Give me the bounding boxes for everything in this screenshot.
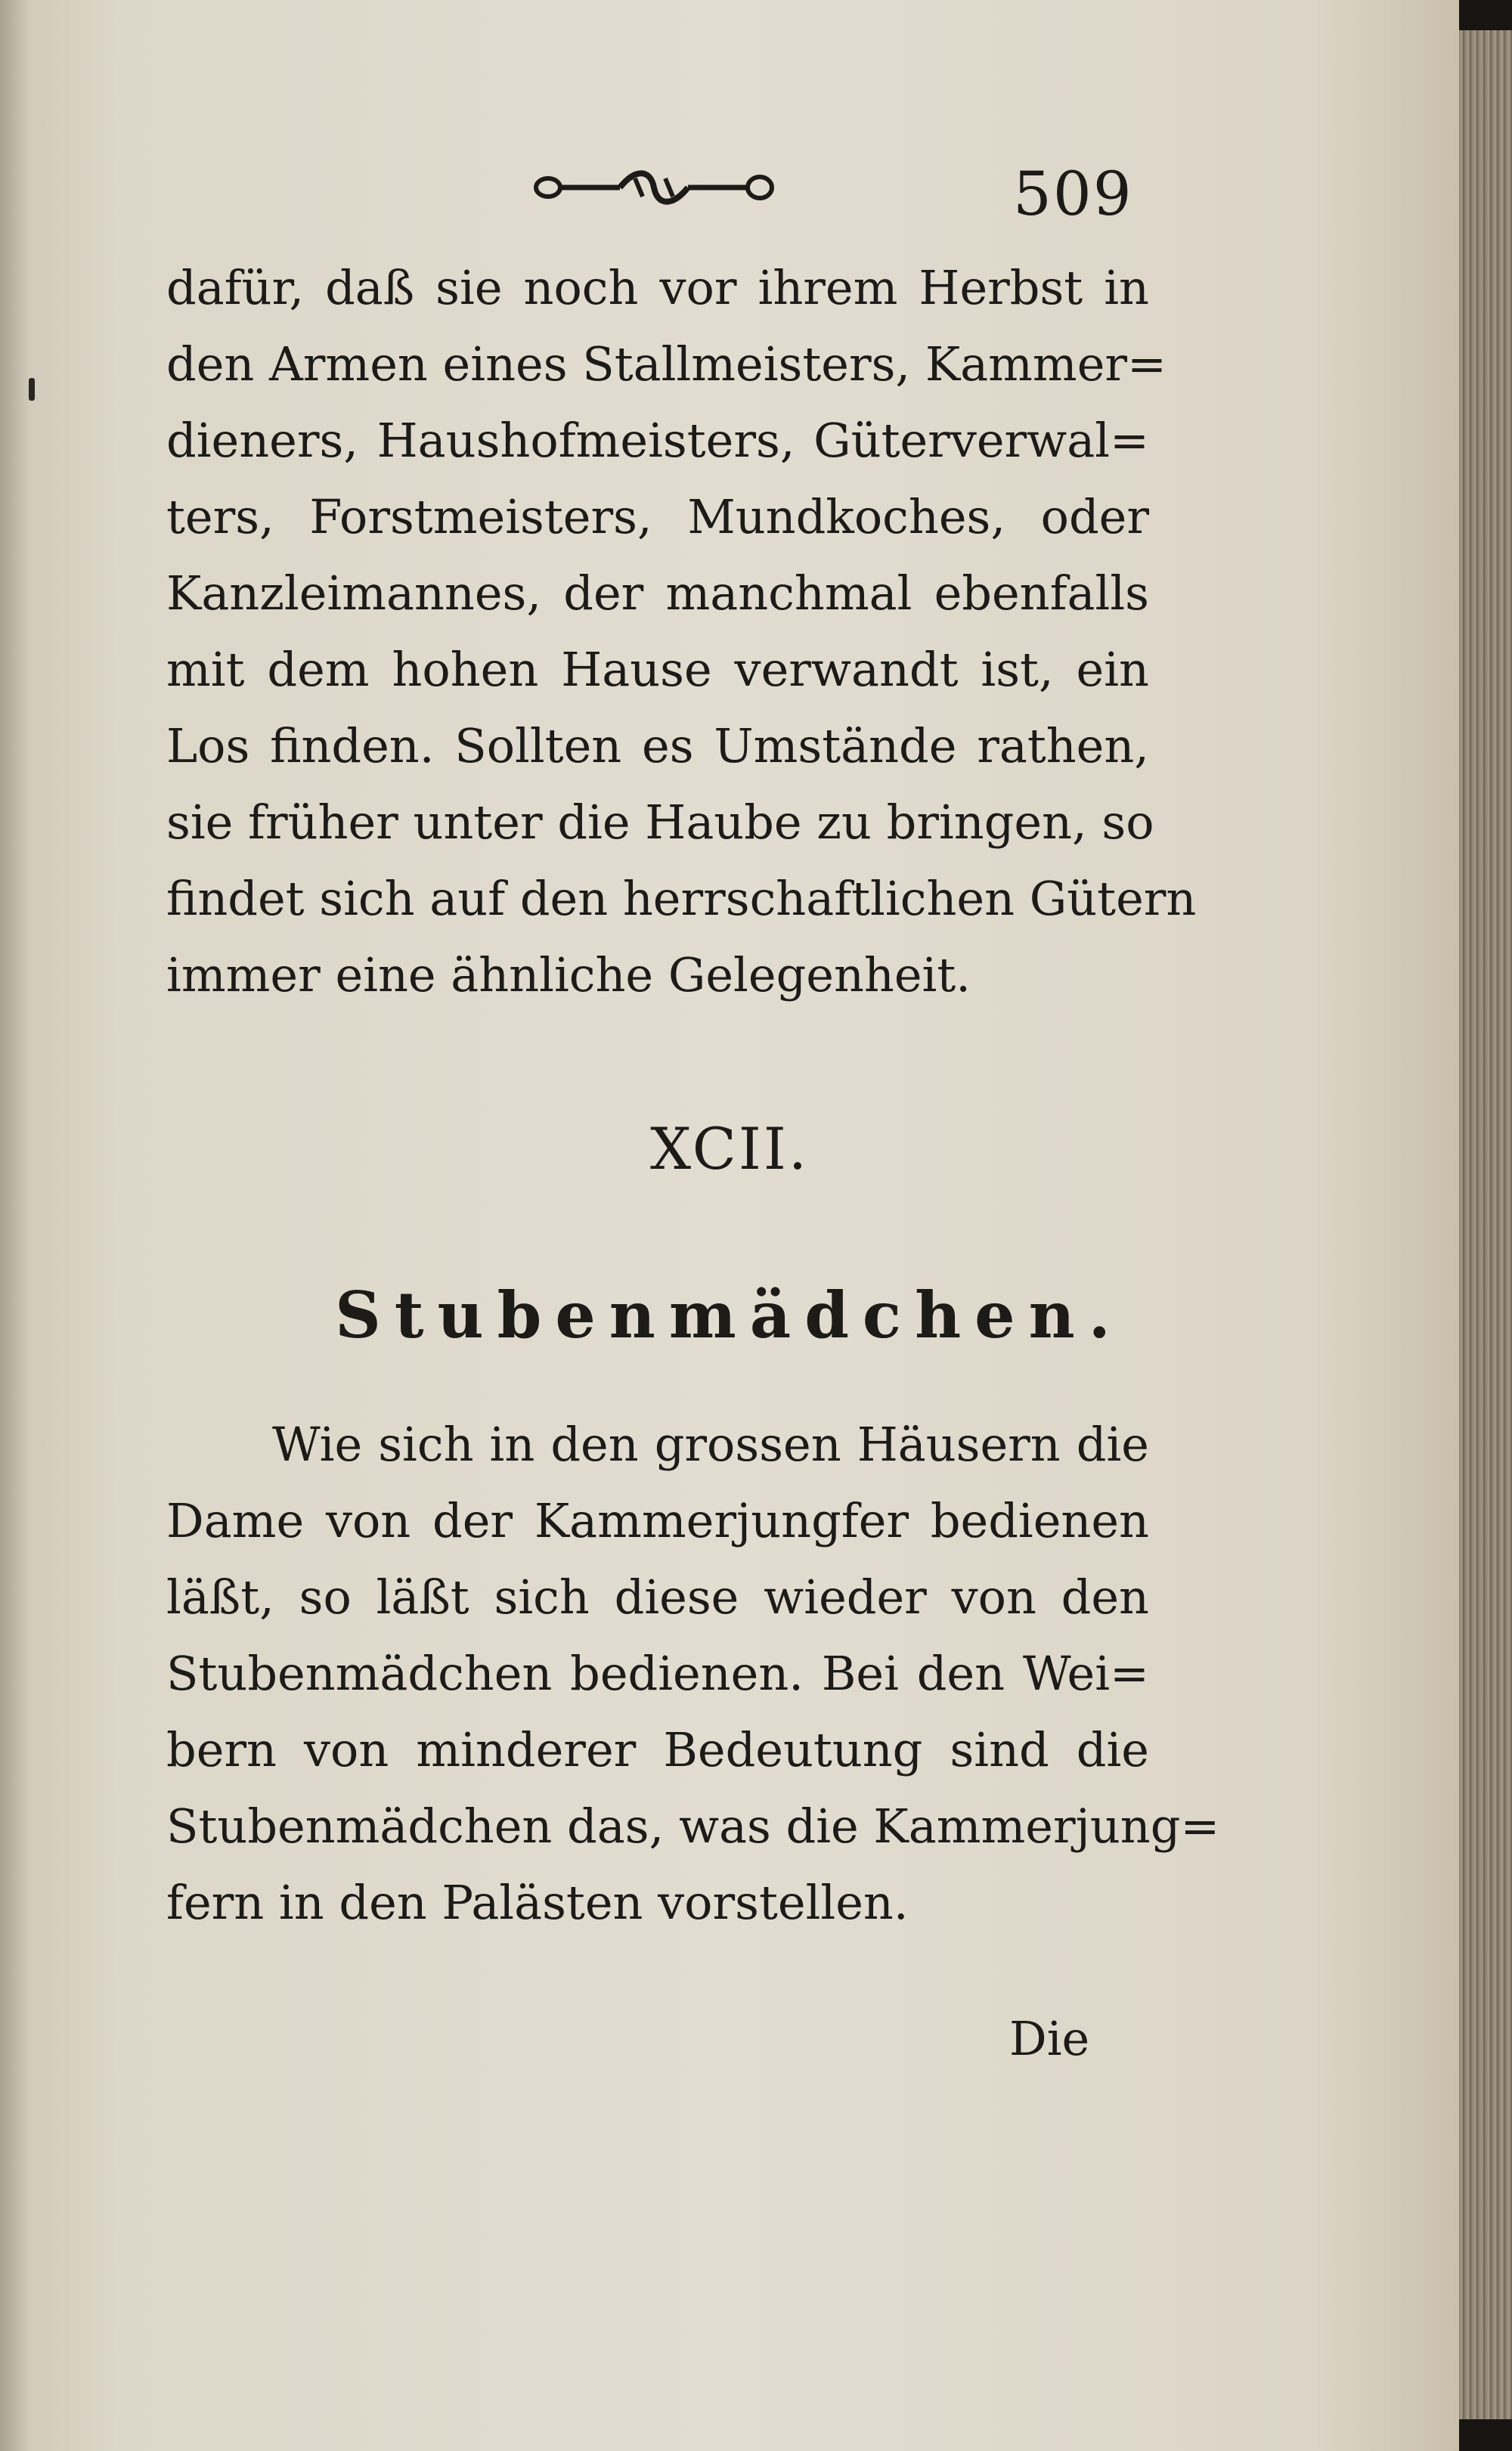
text-line: Kanzleimannes, der manchmal ebenfalls <box>166 565 1149 621</box>
paragraph-chapter <box>166 1406 1220 1941</box>
paragraph-continuation <box>166 249 1197 1013</box>
gutter-shadow <box>0 0 30 2451</box>
text-line: den Armen eines Stallmeisters, Kammer= <box>166 336 1167 392</box>
text-line: dieners, Haushofmeisters, Güterverwal= <box>166 413 1149 468</box>
text-line: mit dem hohen Hause verwandt ist, ein <box>166 642 1149 697</box>
book-page-edges <box>1459 30 1512 2419</box>
text-line: fern in den Palästen vorstellen. <box>166 1875 909 1930</box>
text-line: sie früher unter die Haube zu bringen, so <box>166 795 1154 850</box>
margin-mark <box>29 378 35 401</box>
catchword: Die <box>1009 2011 1090 2066</box>
text-line: Stubenmädchen das, was die Kammerjung= <box>166 1799 1220 1854</box>
text-line: dafür, daß sie noch vor ihrem Herbst in <box>166 260 1149 315</box>
text-line: ters, Forstmeisters, Mundkoches, oder <box>166 489 1149 544</box>
page-number: 509 <box>1013 159 1133 229</box>
chapter-title: Stubenmädchen. <box>335 1278 1124 1353</box>
page-header <box>0 151 1459 234</box>
text-line: findet sich auf den herrschaftlichen Gütern <box>166 871 1197 926</box>
ornament-rule-icon <box>529 165 779 210</box>
chapter-number: XCII. <box>649 1115 810 1182</box>
text-line: Dame von der Kammerjungfer bedienen <box>166 1493 1149 1548</box>
text-line: läßt, so läßt sich diese wieder von den <box>166 1569 1149 1625</box>
text-line: bern von minderer Bedeutung sind die <box>166 1722 1149 1777</box>
text-line: Los finden. Sollten es Umstände rathen, <box>166 718 1149 773</box>
text-line: Stubenmädchen bedienen. Bei den Wei= <box>166 1646 1149 1701</box>
text-line: Wie sich in den grossen Häusern die <box>272 1417 1149 1472</box>
text-line: immer eine ähnliche Gelegenheit. <box>166 947 971 1002</box>
